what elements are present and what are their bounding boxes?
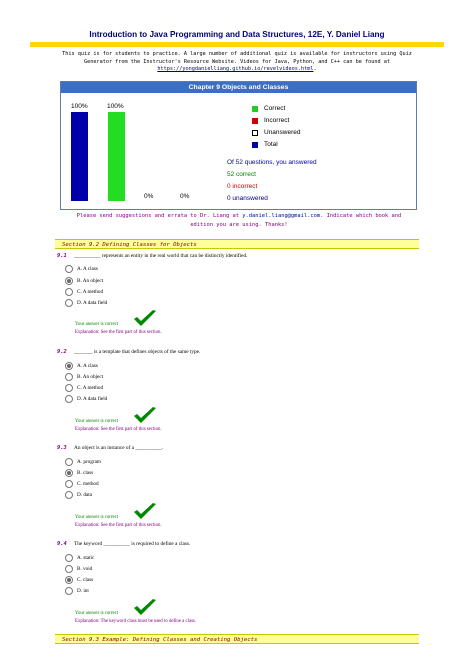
radio-button[interactable] [65,384,73,392]
checkmark-icon [132,598,158,618]
total-percent-label: 100% [107,103,124,110]
legend-unanswered [252,129,301,136]
correct-count: 52 correct [227,171,256,178]
radio-button[interactable] [65,265,73,273]
radio-button-selected[interactable] [65,469,73,477]
option-d[interactable]: D. A data field [65,299,107,307]
suggestions-note [55,212,423,229]
legend-unanswered-label: Unanswered [264,129,301,136]
answer-result: Your answer is correct [75,515,119,520]
option-a[interactable]: A. static [65,554,94,562]
option-d[interactable]: D. data [65,491,92,499]
checkmark-icon [132,502,158,522]
unanswered-swatch [252,130,258,136]
total-swatch [252,142,258,148]
radio-button[interactable] [65,395,73,403]
legend-correct [252,105,285,112]
question-number: 9.2 [57,349,67,355]
question-number: 9.1 [57,253,67,259]
legend-total-label: Total [264,141,278,148]
radio-button[interactable] [65,458,73,466]
author-name: Y. Daniel Liang [326,30,385,39]
correct-bar [108,112,125,201]
answered-summary: Of 52 questions, you answered [227,159,317,166]
intro-text [30,51,444,74]
section-header: Section 9.2 Defining Classes for Objects [55,239,419,249]
radio-button[interactable] [65,565,73,573]
option-b[interactable]: B. An object [65,373,103,381]
book-title: Introduction to Java Programming and Data Structures, 12E, [89,30,325,39]
intro-link-suffix: . [313,66,317,72]
chapter-heading: Chapter 9 Objects and Classes [61,82,416,93]
question-number: 9.4 [57,541,67,547]
question-text: __________ represents an entity in the real world that can be distinctly identified. [74,253,248,259]
radio-button[interactable] [65,288,73,296]
legend-correct-label: Correct [264,105,286,112]
answer-result: Your answer is correct [75,611,119,616]
answer-result: Your answer is correct [75,322,119,327]
contact-email[interactable]: y.daniel.liang@gmail.com [242,213,321,219]
question-text: An object is an instance of a __________. [74,445,164,451]
answer-result: Your answer is correct [75,419,119,424]
total-bar [71,112,88,201]
suggest-prefix: Please send suggestions and errata to Dr. Liang at [76,213,239,219]
incorrect-percent-label: 0% [144,193,154,200]
option-d[interactable]: D. A data field [65,395,107,403]
answer-explanation: Explanation: The keyword class must be used to define a class. [75,619,197,624]
question-number: 9.3 [57,445,67,451]
option-a[interactable]: A. A class [65,265,98,273]
videos-link[interactable]: https://yongdanielliang.github.io/revelvideos.html [157,66,314,72]
option-c[interactable]: C. method [65,480,99,488]
radio-button[interactable] [65,587,73,595]
radio-button[interactable] [65,554,73,562]
legend-total [252,141,278,148]
title-divider [30,42,444,47]
unanswered-percent-label: 0% [180,193,190,200]
radio-button[interactable] [65,373,73,381]
answer-explanation: Explanation: See the first part of this section. [75,523,162,528]
radio-button-selected[interactable] [65,277,73,285]
unanswered-count: 0 unanswered [227,195,268,202]
option-a[interactable]: A. program [65,458,101,466]
suggest-suffix: . Indicate which book and [320,213,402,219]
legend-incorrect [252,117,289,124]
option-c[interactable]: C. A method [65,384,103,392]
answer-explanation: Explanation: See the first part of this section. [75,427,162,432]
option-d[interactable]: D. int [65,587,89,595]
radio-button[interactable] [65,299,73,307]
checkmark-icon [132,406,158,426]
question-text: _______ is a template that defines objects of the same type. [74,349,201,355]
checkmark-icon [132,309,158,329]
intro-line-2: Generator from the Instructor's Resource Website. Videos for Java, Python, and C++ can be found at [83,58,391,65]
radio-button[interactable] [65,491,73,499]
option-a[interactable]: A. A class [65,362,98,370]
section-header: Section 9.3 Example: Defining Classes and Creating Objects [55,634,419,644]
option-c[interactable]: C. A method [65,288,103,296]
radio-button-selected[interactable] [65,362,73,370]
option-b[interactable]: B. An object [65,277,103,285]
radio-button-selected[interactable] [65,576,73,584]
suggest-line-2: edition you are using. Thanks! [190,221,288,228]
answer-explanation: Explanation: See the first part of this section. [75,330,162,335]
option-b[interactable]: B. class [65,469,93,477]
question-text: The keyword __________ is required to define a class. [74,541,191,547]
option-c[interactable]: C. class [65,576,93,584]
incorrect-count: 0 incorrect [227,183,258,190]
incorrect-swatch [252,118,258,124]
legend-incorrect-label: Incorrect [264,117,290,124]
option-b[interactable]: B. void [65,565,92,573]
page-title [0,30,474,39]
intro-line-1: This quiz is for students to practice. A large number of additional quiz is available for instructors using Quiz [62,51,412,57]
correct-swatch [252,106,258,112]
radio-button[interactable] [65,480,73,488]
results-panel [60,81,417,210]
correct-percent-label: 100% [71,103,88,110]
